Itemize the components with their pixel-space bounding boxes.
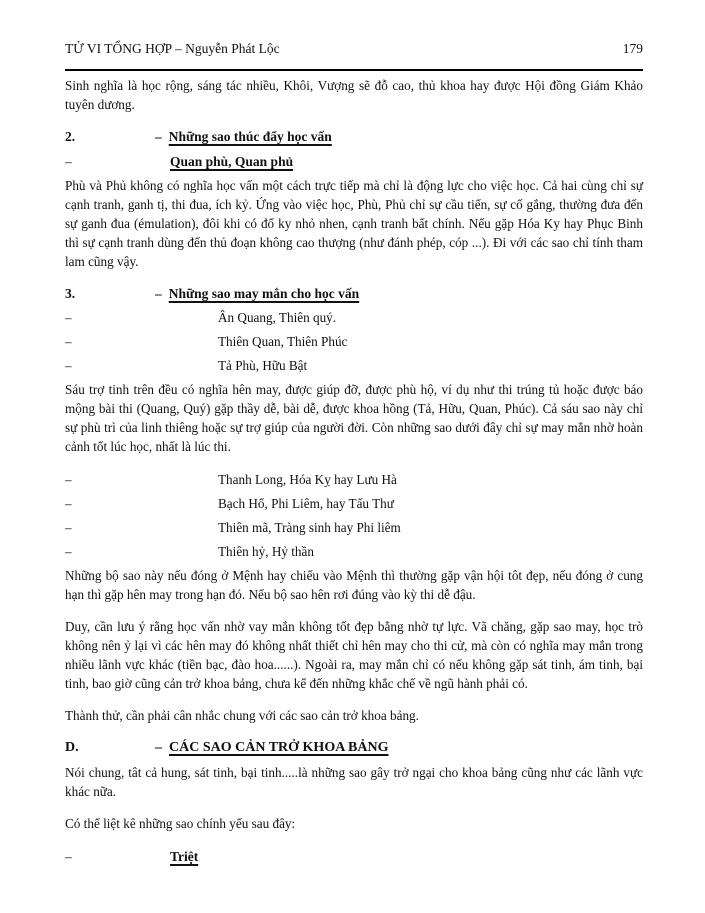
page-number: 179 — [622, 41, 643, 56]
section-d-heading — [65, 738, 643, 758]
list-item — [65, 494, 643, 513]
list-item-label: Thiên hỷ, Hỷ thần — [218, 543, 314, 559]
section-d-first-item: Triệt — [170, 848, 199, 864]
list-item-label: Bạch Hổ, Phi Liêm, hay Tấu Thư — [218, 495, 394, 511]
section-2-paragraph: Phù và Phủ không có nghĩa học vấn một cách trực tiếp mà chỉ là động lực cho việc học. Cả hai cùng chỉ sự cạnh tranh, ganh tị, thi đua, ích kỷ. Ứng vào việc học, Phù, Phủ chỉ sự cầu tiến, sự cố gắng, thường đưa đến sự ganh đua (émulation), đôi khi có đố ky nhỏ nhen, cạnh tranh bất chính. Nếu gặp Hóa Ky hay Phục Binh thì sự cạnh tranh dùng đến thủ đoạn không cao thượng (như đánh phép, cóp ...). Đi với các sao chỉ tính tham lam cũng vậy. — [65, 178, 643, 270]
section-3-heading — [65, 284, 643, 303]
section-3-paragraph-3: Duy, cần lưu ý rằng học vấn nhờ vay mắn không tốt đẹp bằng nhờ tự lực. Vã chăng, gặp sao may, học trò không nên ỷ lại vì các hên may đó không nhất thiết chỉ hên may cho thi cử, mà còn có nghĩa may mắn trong nhiều lãnh vực khác (tiền bạc, đào hoa......). Ngoài ra, may mắn chỉ có nếu không gặp sát tinh, ám tinh, bại tinh, bao giờ cũng cản trở khoa bảng, chưa kể đến những khắc chế về ngũ hành phải có. — [65, 618, 643, 691]
dash-marker: – — [65, 519, 72, 535]
section-d-paragraph-2: Có thể liệt kê những sao chính yếu sau đây: — [65, 816, 296, 832]
section-3-paragraph-1: Sáu trợ tinh trên đều có nghĩa hên may, được giúp đỡ, được phù hộ, ví dụ như thi trúng tủ hoặc được báo mộng bài thi (Quang, Quý) gặp thầy dễ, bài dễ, được khoa hồng (Tả, Hữu, Quan, Phúc). Cả sáu sao này chỉ sự phù trì của linh thiêng hoặc sự trợ giúp của người đời. Còn những sao dưới đây chỉ sự may mắn nhờ hoàn cảnh tốt lúc học, nhất là lúc thi. — [65, 382, 643, 455]
list-item — [65, 356, 643, 375]
section-d-paragraph-1: Nói chung, tât cả hung, sát tinh, bại tinh.....là những sao gây trở ngại cho khoa bảng cũng như các lãnh vực khác nữa. — [65, 765, 643, 800]
running-title: TỬ VI TỔNG HỢP – Nguyễn Phát Lộc — [65, 41, 280, 56]
dash-marker: – — [65, 495, 72, 511]
intro-paragraph: Sinh nghĩa là học rộng, sáng tác nhiều, Khôi, Vượng sẽ đỗ cao, thủ khoa hay được Hội đồng Giám Khảo tuyên dương. — [65, 78, 643, 112]
heading-dash: – — [155, 129, 162, 145]
list-item — [65, 518, 643, 537]
list-item — [65, 332, 643, 351]
dash-marker: – — [65, 358, 72, 374]
list-item-label: Ân Quang, Thiên quý. — [218, 310, 337, 326]
header-rule — [65, 69, 643, 71]
dash-marker: – — [65, 471, 72, 487]
list-item-label: Thanh Long, Hóa Kỵ hay Lưu Hà — [218, 471, 397, 487]
list-item — [65, 470, 643, 489]
section-2-subheading-row — [65, 152, 643, 171]
section-2-number: 2. — [65, 129, 76, 145]
dash-marker: – — [65, 543, 72, 559]
list-item-label: Thiên mã, Tràng sinh hay Phi liêm — [218, 519, 401, 535]
dash-marker: – — [65, 310, 72, 326]
page-header — [65, 40, 643, 57]
section-2-title: Những sao thúc đẩy học vấn — [168, 129, 332, 145]
list-item — [65, 308, 643, 327]
dash-marker: – — [65, 848, 72, 864]
section-d-number: D. — [65, 740, 79, 756]
list-item — [65, 542, 643, 561]
section-3-number: 3. — [65, 286, 76, 302]
section-d-first-item-row — [65, 847, 643, 866]
section-2-heading — [65, 127, 643, 146]
dash-marker: – — [65, 154, 72, 170]
section-3-paragraph-4: Thành thử, cần phải cân nhắc chung với các sao cản trở khoa bảng. — [65, 707, 419, 723]
list-item-label: Tả Phù, Hữu Bật — [218, 358, 308, 374]
section-3-title: Những sao may mắn cho học vấn — [168, 286, 360, 302]
heading-dash: – — [155, 286, 162, 302]
section-3-paragraph-2: Những bộ sao này nếu đóng ở Mệnh hay chiếu vào Mệnh thì thường gặp vận hội tôt đẹp, nếu đóng ở cung hạn thì gặp hên may trong hạn đó. Nếu bộ sao hên rơi đúng vào kỳ thi dễ đậu. — [65, 567, 643, 602]
heading-dash: – — [155, 740, 162, 756]
section-2-subheading: Quan phù, Quan phủ — [170, 154, 294, 170]
list-item-label: Thiên Quan, Thiên Phúc — [218, 334, 348, 350]
dash-marker: – — [65, 334, 72, 350]
section-d-title: CÁC SAO CẢN TRỞ KHOA BẢNG — [169, 740, 389, 756]
